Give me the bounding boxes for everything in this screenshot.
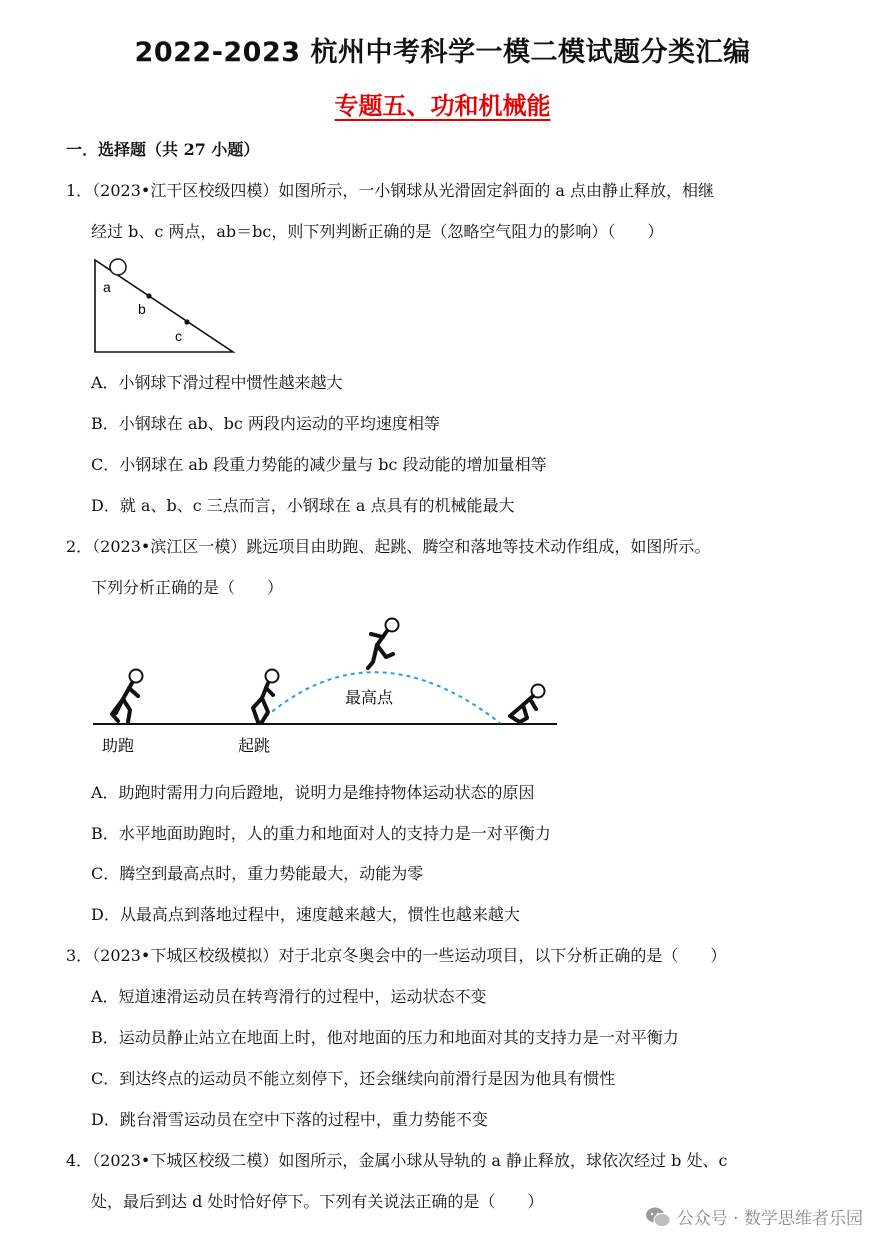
question-2-line2: 下列分析正确的是（ ） [91,578,284,597]
question-3-line1: 3．（2023•下城区校级模拟）对于北京冬奥会中的一些运动项目，以下分析正确的是（ ） [66,946,727,965]
long-jump-figure [90,612,570,762]
question-4-line2: 处，最后到达 d 处时恰好停下。下列有关说法正确的是（ ） [91,1192,544,1211]
question-3-option-c: C．到达终点的运动员不能立刻停下，还会继续向前滑行是因为他具有惯性 [91,1069,616,1088]
question-1-option-d: D．就 a、b、c 三点而言，小钢球在 a 点具有的机械能最大 [91,496,515,515]
watermark [645,1204,863,1229]
figure-label-a: a [103,279,111,295]
question-1-option-b: B．小钢球在 ab、bc 两段内运动的平均速度相等 [91,414,440,433]
section-heading: 一．选择题（共 27 小题） [66,140,260,159]
question-4-line1: 4．（2023•下城区校级二模）如图所示，金属小球从导轨的 a 静止释放，球依次经过 b 处、c [66,1151,728,1170]
figure-label-c: c [175,328,182,344]
question-1-option-a: A．小钢球下滑过程中惯性越来越大 [91,373,343,392]
watermark-text: 公众号 · 数学思维者乐园 [676,1209,863,1229]
question-3-option-d: D．跳台滑雪运动员在空中下落的过程中，重力势能不变 [91,1110,488,1129]
question-2-option-b: B．水平地面助跑时，人的重力和地面对人的支持力是一对平衡力 [91,824,551,843]
incline-figure [90,255,240,357]
question-2-option-a: A．助跑时需用力向后蹬地，说明力是维持物体运动状态的原因 [91,783,535,802]
question-2-line1: 2．（2023•滨江区一模）跳远项目由助跑、起跳、腾空和落地等技术动作组成，如图所示。 [66,537,711,556]
figure-label-peak: 最高点 [345,688,394,707]
figure-label-takeoff: 起跳 [238,736,271,755]
figure-label-b: b [138,301,146,317]
airborne-figure [368,619,399,669]
topic-subtitle: 专题五、功和机械能 [334,92,551,120]
runner-figure [112,670,143,723]
question-3-option-a: A．短道速滑运动员在转弯滑行的过程中，运动状态不变 [91,987,487,1006]
figure-label-run-up: 助跑 [102,736,135,755]
page-title: 2022-2023 杭州中考科学一模二模试题分类汇编 [134,37,751,68]
question-1-line1: 1．（2023•江干区校级四模）如图所示，一小钢球从光滑固定斜面的 a 点由静止释放，相继 [66,181,715,200]
landing-figure [510,685,545,723]
question-2-option-d: D．从最高点到落地过程中，速度越来越大，惯性也越来越大 [91,905,520,924]
question-1-option-c: C．小钢球在 ab 段重力势能的减少量与 bc 段动能的增加量相等 [91,455,547,474]
question-1-line2: 经过 b、c 两点，ab＝bc，则下列判断正确的是（忽略空气阻力的影响）（ ） [91,222,664,241]
takeoff-figure [253,670,279,723]
question-2-option-c: C．腾空到最高点时，重力势能最大，动能为零 [91,864,424,883]
wechat-icon [645,1206,671,1228]
question-3-option-b: B．运动员静止站立在地面上时，他对地面的压力和地面对其的支持力是一对平衡力 [91,1028,679,1047]
